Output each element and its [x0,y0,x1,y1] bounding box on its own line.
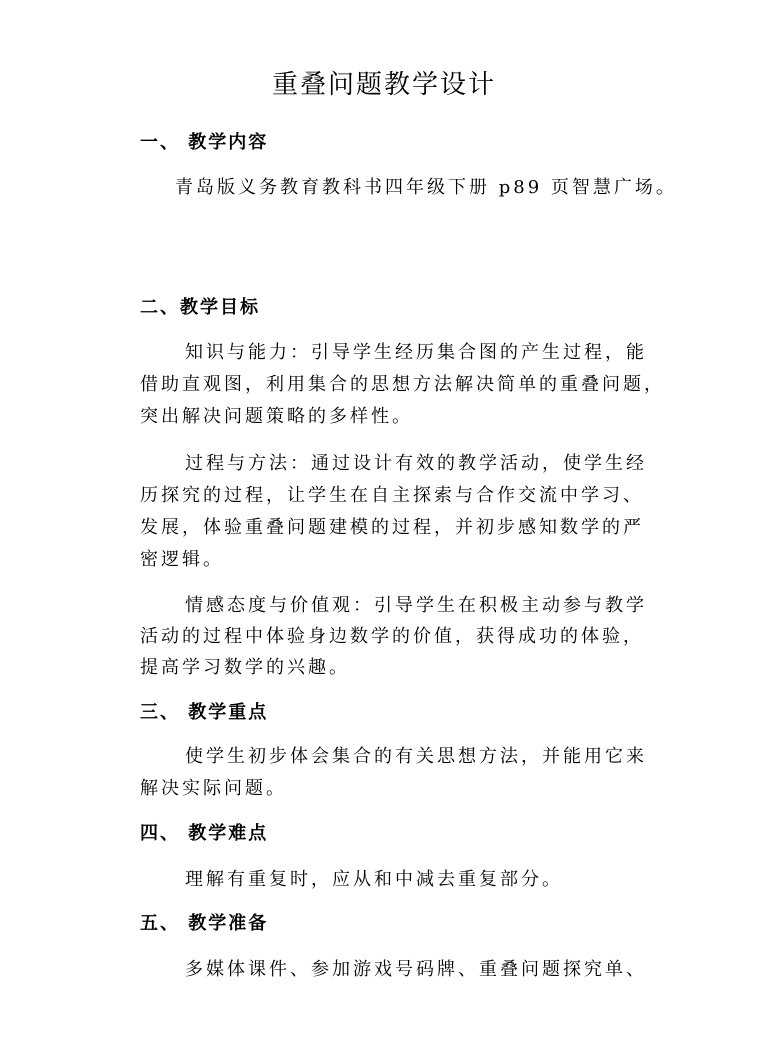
paragraph-line: 青岛版义务教育教科书四年级下册 p89 页智慧广场。 [175,177,677,198]
paragraph-line: 多媒体课件、参加游戏号码牌、重叠问题探究单、 [185,959,647,980]
paragraph-line: 过程与方法：通过设计有效的教学活动，使学生经 [185,453,647,474]
paragraph-line: 发展，体验重叠问题建模的过程，并初步感知数学的严 [140,517,644,538]
paragraph-line: 情感态度与价值观：引导学生在积极主动参与教学 [185,595,647,616]
paragraph-line: 历探究的过程，让学生在自主探索与合作交流中学习、 [140,485,644,506]
paragraph-line: 活动的过程中体验身边数学的价值，获得成功的体验， [140,626,644,647]
paragraph-line: 借助直观图，利用集合的思想方法解决简单的重叠问题， [140,374,665,395]
paragraph-line: 解决实际问题。 [140,778,287,799]
paragraph-line: 知识与能力：引导学生经历集合图的产生过程，能 [185,342,647,363]
paragraph-line: 密逻辑。 [140,549,224,570]
section-heading: 四、 教学难点 [140,823,269,844]
section-heading: 五、 教学准备 [140,913,269,934]
section-heading: 一、 教学内容 [140,132,269,153]
paragraph-line: 突出解决问题策略的多样性。 [140,406,413,427]
section-heading: 三、 教学重点 [140,702,269,723]
paragraph-line: 理解有重复时，应从和中减去重复部分。 [185,869,563,890]
paragraph-line: 提高学习数学的兴趣。 [140,657,350,678]
section-heading: 二、教学目标 [140,297,260,318]
document-title: 重叠问题教学设计 [271,70,496,100]
paragraph-line: 使学生初步体会集合的有关思想方法，并能用它来 [185,746,647,767]
